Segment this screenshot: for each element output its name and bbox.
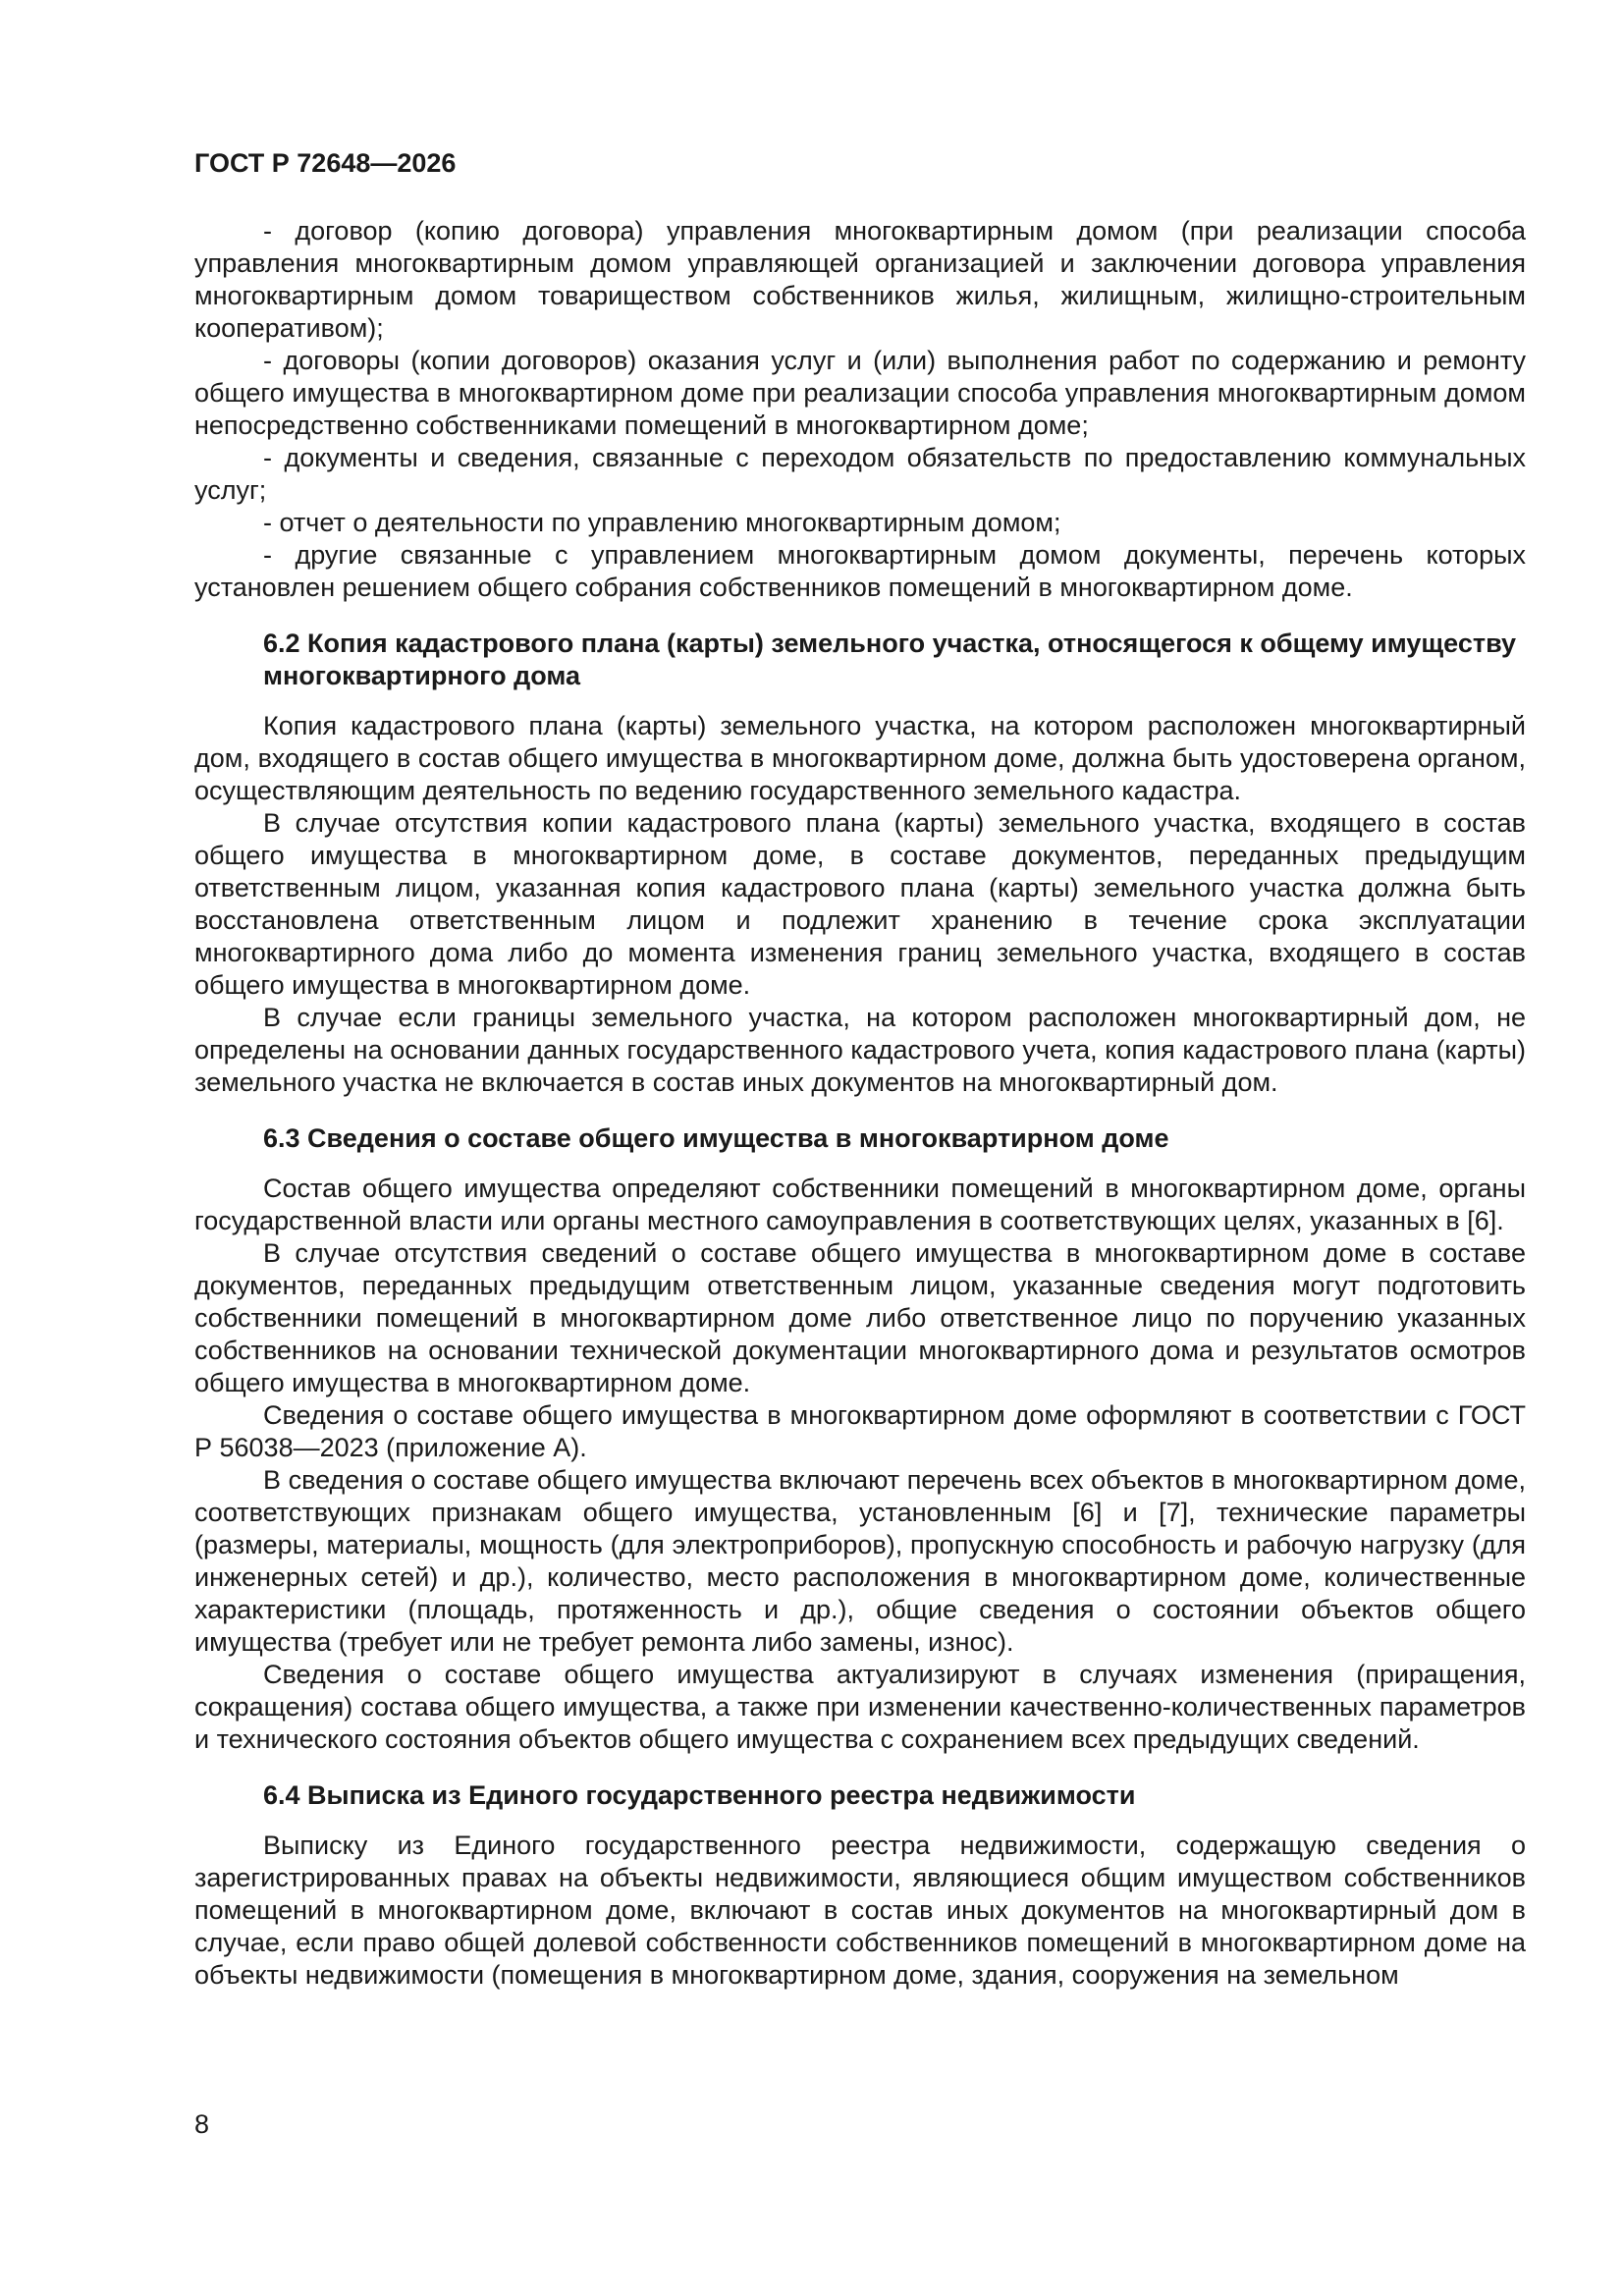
section-paragraph: В случае отсутствия копии кадастрового плана (карты) земельного участка, входящего в состав общего имущества в многоквартирном доме, в составе документов, переданных предыдущим ответственным лицом, указанная копия кадастрового плана (карты) земельного участка должна быть восстановлена ответственным лицом и подлежит хранению в течение срока эксплуатации многоквартирного дома либо до момента изменения границ земельного участка, входящего в состав общего имущества в многоквартирном доме. — [194, 808, 1526, 1000]
section-heading: 6.2 Копия кадастрового плана (карты) земельного участка, относящегося к общему имуществу многоквартирного дома — [263, 629, 1517, 690]
list-item: - договор (копию договора) управления многоквартирным домом (при реализации способа управления многоквартирным домом управляющей организацией и заключении договора управления многоквартирным домом товариществом собственников жилья, жилищным, жилищно-строительным кооперативом); — [194, 216, 1526, 343]
document-header: ГОСТ Р 72648—2026 — [194, 148, 457, 178]
list-item: - отчет о деятельности по управлению многоквартирным домом; — [263, 508, 1061, 537]
section-6-4 — [194, 1779, 1526, 1992]
section-paragraph: В случае отсутствия сведений о составе общего имущества в многоквартирном доме в составе документов, переданных предыдущим ответственным лицом, указанные сведения могут подготовить собственники помещений в многоквартирном доме либо ответственное лицо по поручению указанных собственников на основании технической документации многоквартирного дома и результатов осмотров общего имущества в многоквартирном доме. — [194, 1238, 1526, 1397]
section-paragraph: Выписку из Единого государственного реестра недвижимости, содержащую сведения о зарегистрированных правах на объекты недвижимости, являющиеся общим имуществом собственников помещений в многоквартирном доме, включают в состав иных документов на многоквартирный дом в случае, если право общей долевой собственности собственников помещений в многоквартирном доме на объекты недвижимости (помещения в многоквартирном доме, здания, сооружения на земельном — [194, 1831, 1526, 1990]
section-paragraph: В сведения о составе общего имущества включают перечень всех объектов в многоквартирном доме, соответствующих признакам общего имущества, установленным [6] и [7], технические параметры (размеры, материалы, мощность (для электроприборов), пропускную способность и рабочую нагрузку (для инженерных сетей) и др.), количество, место расположения в многоквартирном доме, количественные характеристики (площадь, протяженность и др.), общие сведения о состоянии объектов общего имущества (требует или не требует ремонта либо замены, износ). — [194, 1465, 1526, 1657]
section-heading: 6.4 Выписка из Единого государственного реестра недвижимости — [263, 1780, 1136, 1810]
section-paragraph: Состав общего имущества определяют собственники помещений в многоквартирном доме, органы государственной власти или органы местного самоуправления в соответствующих целях, указанных в [6]. — [194, 1174, 1526, 1235]
page-number: 8 — [194, 2109, 210, 2139]
section-paragraph: Копия кадастрового плана (карты) земельного участка, на котором расположен многоквартирный дом, входящего в состав общего имущества в многоквартирном доме, должна быть удостоверена органом, осуществляющим деятельность по ведению государственного земельного кадастра. — [194, 711, 1526, 805]
list-item: - договоры (копии договоров) оказания услуг и (или) выполнения работ по содержанию и ремонту общего имущества в многоквартирном доме при реализации способа управления многоквартирным домом непосредственно собственниками помещений в многоквартирном доме; — [194, 346, 1526, 440]
section-heading: 6.3 Сведения о составе общего имущества в многоквартирном доме — [263, 1123, 1169, 1153]
list-item: - документы и сведения, связанные с переходом обязательств по предоставлению коммунальных услуг; — [194, 443, 1526, 505]
section-6-3 — [194, 1122, 1526, 1756]
section-paragraph: Сведения о составе общего имущества актуализируют в случаях изменения (приращения, сокращения) состава общего имущества, а также при изменении качественно-количественных параметров и технического состояния объектов общего имущества с сохранением всех предыдущих сведений. — [194, 1660, 1526, 1754]
list-item: - другие связанные с управлением многоквартирным домом документы, перечень которых установлен решением общего собрания собственников помещений в многоквартирном доме. — [194, 540, 1526, 602]
section-6-2 — [194, 628, 1526, 1099]
document-page — [194, 147, 1526, 1992]
intro-list — [194, 215, 1526, 604]
section-paragraph: В случае если границы земельного участка, на котором расположен многоквартирный дом, не определены на основании данных государственного кадастрового учета, копия кадастрового плана (карты) земельного участка не включается в состав иных документов на многоквартирный дом. — [194, 1003, 1526, 1097]
section-paragraph: Сведения о составе общего имущества в многоквартирном доме оформляют в соответствии с ГОСТ Р 56038—2023 (приложение А). — [194, 1400, 1526, 1462]
